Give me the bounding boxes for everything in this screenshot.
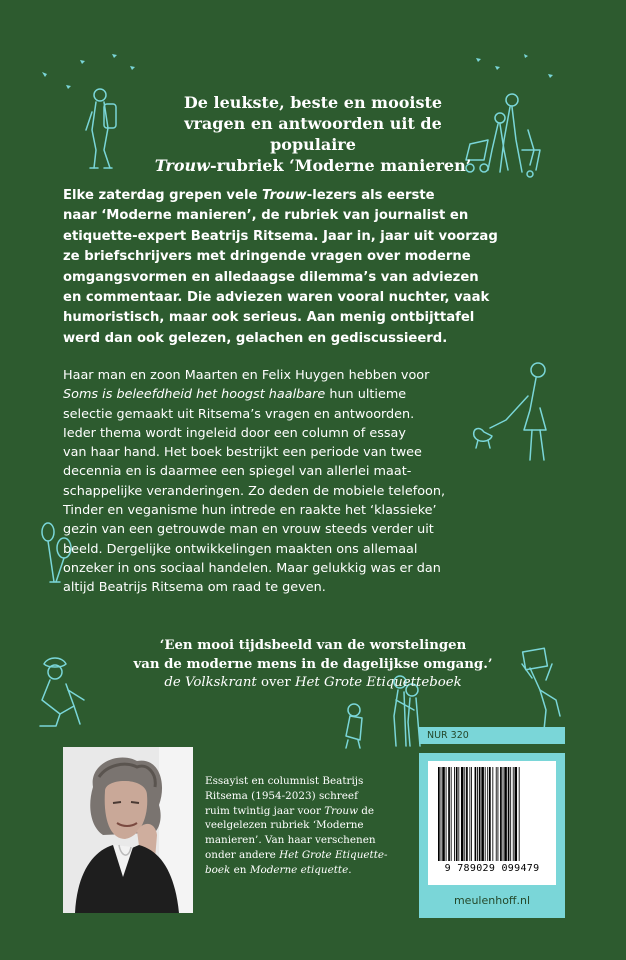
quote-source-newspaper: de Volkskrant (164, 675, 257, 690)
body-line-9: gezin van een getrouwde man en vrouw steeds verder uit (63, 522, 434, 538)
body-line-11: onzeker in ons sociaal handelen. Maar gelukkig was er dan (63, 560, 441, 576)
body-paragraph (63, 366, 583, 598)
bio-line-5: manieren’. Van haar verschenen (205, 834, 376, 847)
body-line-5: van haar hand. Het boek bestrijkt een periode van twee (63, 445, 422, 461)
body-line-2 (63, 385, 583, 404)
bio-line-3 (205, 804, 405, 819)
small-figure-illustration (346, 704, 362, 748)
quote-source-over: over (256, 675, 295, 690)
bio-line-6-a: onder andere (205, 848, 280, 861)
body-line-7: schappelijke veranderingen. Zo deden de mobiele telefoon, (63, 483, 446, 499)
book-title: Soms is beleefdheid het hoogst haalbare (63, 387, 326, 403)
bio-line-7-italic: boek (205, 863, 231, 876)
intro-line-8: werd dan ook gelezen, gelachen en gediscussieerd. (63, 330, 448, 346)
author-portrait-image (63, 747, 193, 913)
bio-line-3-a: ruim twintig jaar voor (205, 804, 325, 817)
publisher-url: meulenhoff.nl (453, 894, 531, 907)
intro-line-1-b: -lezers als eerste (306, 188, 435, 203)
intro-line-1 (63, 186, 573, 206)
intro-line-3: etiquette-expert Beatrijs Ritsema. Jaar in, jaar uit voorzag (63, 228, 498, 244)
headline-line-2: vragen en antwoorden uit de populaire (184, 114, 442, 154)
bio-line-6 (205, 848, 405, 863)
intro-line-2: naar ‘Moderne manieren’, de rubriek van journalist en (63, 208, 469, 224)
intro-paragraph (63, 186, 573, 349)
quote-line-2: van de moderne mens in de dagelijkse omgang.’ (133, 656, 493, 672)
body-line-10: beeld. Dergelijke ontwikkelingen maakten ons allemaal (63, 541, 418, 557)
bio-line-7 (205, 863, 405, 878)
intro-line-1-a: Elke zaterdag grepen vele (63, 188, 263, 203)
quote-line-1: ‘Een mooi tijdsbeeld van de worstelingen (159, 638, 467, 653)
seated-person-illustration (40, 658, 84, 726)
nur-label: NUR 320 (419, 727, 565, 744)
bio-line-3-b: de (357, 804, 375, 817)
headline-line-3 (140, 155, 486, 176)
intro-line-6: en commentaar. Die adviezen waren vooral nuchter, vaak (63, 290, 490, 306)
birds-right-illustration (476, 54, 553, 78)
person-carrying-box-illustration (522, 648, 560, 736)
quote-source-book: Het Grote Etiquetteboek (294, 675, 462, 690)
body-line-6: decennia en is daarmee een spiegel van allerlei maat- (63, 464, 412, 480)
isbn-barcode (438, 767, 546, 861)
bio-line-7-c: . (348, 863, 352, 876)
body-line-3: selectie gemaakt uit Ritsema’s vragen en antwoorden. (63, 406, 415, 422)
author-bio (205, 774, 405, 878)
bio-line-7-b: en (230, 863, 250, 876)
barcode-area (428, 761, 556, 885)
body-line-1: Haar man en zoon Maarten en Felix Huygen hebben voor (63, 368, 430, 383)
quote-source (112, 674, 514, 693)
bio-line-2: Ritsema (1954-2023) schreef (205, 789, 358, 802)
review-quote (112, 637, 514, 693)
headline (140, 92, 486, 176)
birds-illustration (42, 54, 135, 89)
body-line-8: Tinder en veganisme hun intrede en raakte het ‘klassieke’ (63, 503, 437, 519)
barcode-panel (419, 753, 565, 918)
intro-line-4: ze briefschrijvers met dringende vragen over moderne (63, 249, 471, 265)
bio-line-1: Essayist en columnist Beatrijs (205, 775, 364, 787)
intro-line-7: humoristisch, maar ook serieus. Aan menig ontbijttafel (63, 310, 475, 326)
bio-line-7-italic-2: Moderne etiquette (249, 863, 349, 876)
body-line-4: Ieder thema wordt ingeleid door een column of essay (63, 425, 406, 441)
intro-line-1-italic: Trouw (262, 188, 307, 203)
headline-newspaper-name: Trouw (154, 156, 210, 175)
author-photo (63, 747, 193, 913)
headline-line-3-rest: -rubriek ‘Moderne manieren’ (209, 156, 472, 175)
headline-line-1: De leukste, beste en mooiste (183, 93, 443, 112)
bio-line-3-italic: Trouw (324, 804, 358, 817)
hiker-illustration (86, 89, 116, 168)
body-line-2-rest: hun ultieme (325, 387, 407, 403)
bio-line-6-italic: Het Grote Etiquette- (279, 848, 388, 861)
intro-line-5: omgangsvormen en alledaagse dilemma’s van adviezen (63, 269, 479, 285)
bio-line-4: veelgelezen rubriek ‘Moderne (205, 819, 364, 832)
body-line-12: altijd Beatrijs Ritsema om raad te geven. (63, 580, 326, 596)
isbn-number: 9 789029 099479 (444, 863, 540, 874)
